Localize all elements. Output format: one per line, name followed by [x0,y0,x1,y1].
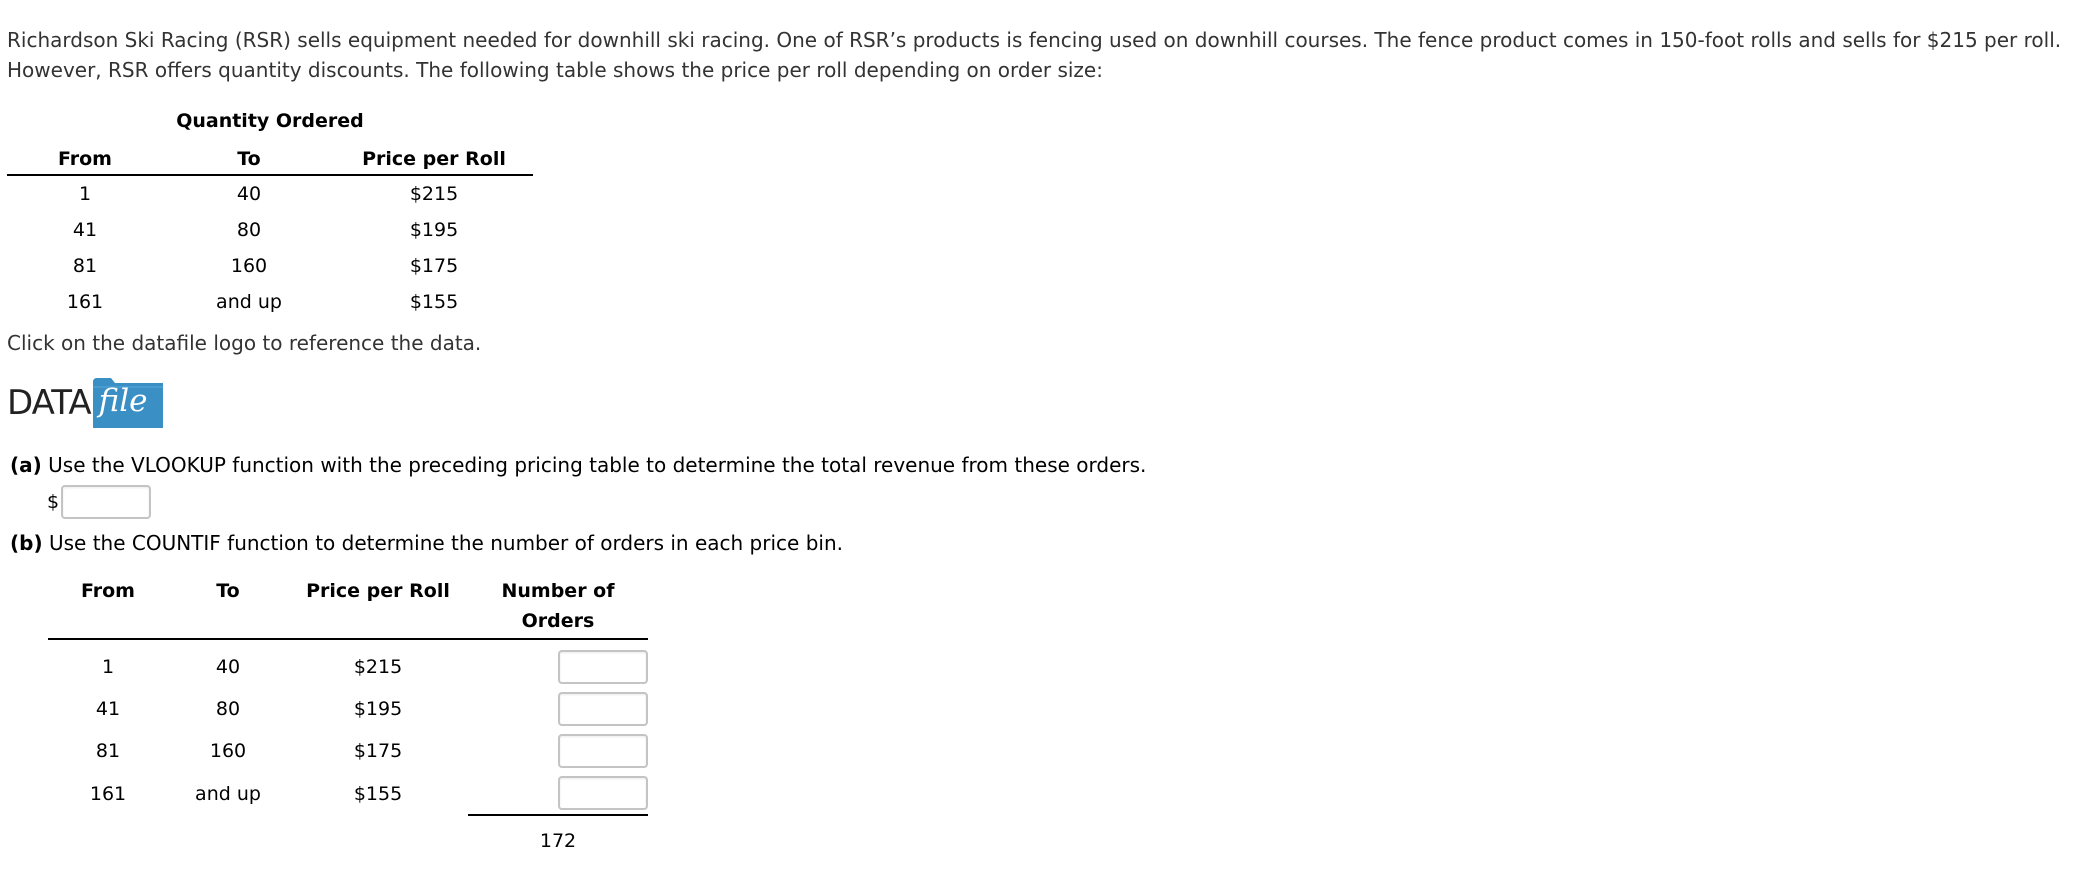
pricing-cell-from: 41 [72,219,98,241]
pricing-cell-price: $155 [409,291,459,313]
datafile-note: Click on the datafile logo to reference the data. [7,331,482,355]
bins-cell-to: 160 [209,740,247,762]
bins-cell-price: $155 [353,782,403,805]
folder-icon [93,378,163,428]
total-orders: 172 [468,815,648,856]
bins-cell-price: $195 [353,698,403,720]
pricing-group-header: Quantity Ordered [176,110,364,132]
pricing-cell-price: $195 [409,219,459,241]
table-row [7,175,533,212]
bins-cell-from: 1 [101,656,115,678]
bins-header-orders-line2: Orders [521,610,595,632]
bins-cell-to: 40 [215,656,241,678]
bins-header-to: To [168,576,288,639]
pricing-cell-price: $215 [409,183,459,205]
pricing-cell-from: 81 [72,255,98,277]
pricing-cell-to: and up [216,291,282,313]
total-revenue-input[interactable] [61,485,151,519]
orders-input-bin-3[interactable] [558,734,648,768]
total-row [48,815,648,856]
pricing-cell-to: 80 [236,219,262,241]
bins-header-orders [468,576,648,639]
bins-cell-price: $215 [353,656,403,678]
bins-header-orders-line1: Number of [501,580,615,602]
bins-cell-to: and up [195,782,261,805]
pricing-header-to: To [163,144,335,175]
pricing-cell-from: 1 [78,183,92,205]
table-row [7,212,533,248]
bins-cell-orders [468,772,648,815]
pricing-cell-to: 160 [230,255,268,277]
price-bins-table [48,576,648,856]
bins-header-price: Price per Roll [288,576,468,639]
bins-header-from: From [48,576,168,639]
bins-cell-price: $175 [353,740,403,762]
datafile-logo[interactable] [7,370,163,428]
orders-input-bin-2[interactable] [558,692,648,726]
question-b-label: (b) [10,531,43,555]
table-row [48,646,648,688]
logo-file-text: file [98,383,148,419]
pricing-table [7,144,533,320]
revenue-answer [47,485,151,519]
bins-cell-from: 81 [95,740,121,762]
pricing-cell-from: 161 [66,291,104,313]
question-b [10,531,843,555]
pricing-cell-price: $175 [409,255,459,277]
currency-symbol: $ [47,491,60,513]
question-b-text: Use the COUNTIF function to determine the number of orders in each price bin. [48,531,843,555]
table-row [48,688,648,730]
question-a [10,453,1146,477]
orders-input-bin-4[interactable] [558,776,648,810]
bins-cell-to: 80 [215,698,241,720]
problem-intro: Richardson Ski Racing (RSR) sells equipment needed for downhill ski racing. One of RSR’s products is fencing used on downhill courses. The fence product comes in 150-foot rolls and sells for $215 per roll. However, RSR offers quantity discounts. The following table shows the price per roll depending on order size: [7,28,2062,82]
table-row [7,284,533,320]
table-row [7,248,533,284]
bins-cell-from: 41 [95,698,121,720]
bins-cell-orders [468,688,648,730]
logo-data-text: DATA [7,383,91,423]
bins-cell-orders [468,730,648,772]
pricing-header-price: Price per Roll [335,144,533,175]
orders-input-bin-1[interactable] [558,650,648,684]
bins-cell-from: 161 [89,782,127,805]
bins-cell-orders [468,646,648,688]
table-row [48,772,648,815]
pricing-cell-to: 40 [236,183,262,205]
question-a-label: (a) [10,453,42,477]
question-a-text: Use the VLOOKUP function with the preceding pricing table to determine the total revenue from these orders. [48,453,1147,477]
pricing-header-from: From [7,144,163,175]
table-row [48,730,648,772]
